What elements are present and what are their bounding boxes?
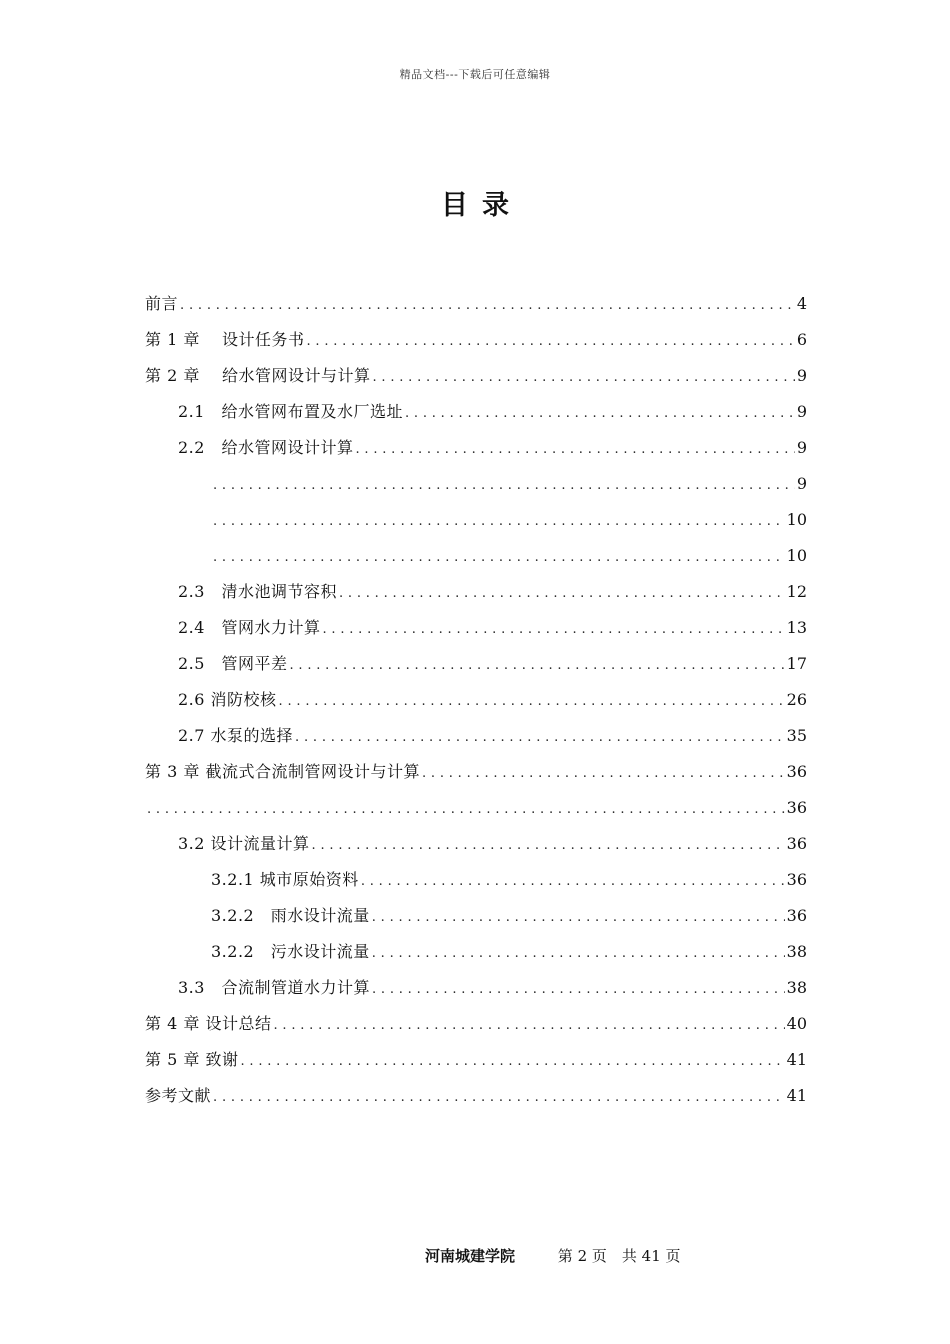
toc-dot-leader	[312, 828, 785, 862]
toc-dot-leader	[322, 612, 784, 646]
toc-entry-label: 第 2 章 给水管网设计与计算	[145, 366, 371, 385]
toc-dot-leader	[306, 324, 794, 358]
toc-entry[interactable]	[145, 538, 807, 574]
table-of-contents	[145, 286, 807, 1114]
toc-entry[interactable]	[145, 682, 807, 718]
toc-dot-leader	[372, 360, 794, 394]
toc-entry-label: 第 4 章 设计总结	[145, 1014, 272, 1033]
page-footer	[425, 1245, 681, 1266]
toc-entry-page: 38	[786, 978, 807, 997]
toc-entry[interactable]	[145, 898, 807, 934]
toc-dot-leader	[213, 540, 785, 574]
toc-entry[interactable]	[145, 574, 807, 610]
toc-dot-leader	[213, 1080, 785, 1114]
toc-entry[interactable]	[145, 322, 807, 358]
toc-entry-page: 36	[786, 798, 807, 817]
page-title: 目录	[441, 190, 523, 221]
toc-entry-page: 9	[796, 366, 807, 385]
toc-dot-leader	[279, 684, 785, 718]
toc-entry-label: 2.3 清水池调节容积	[178, 582, 337, 601]
toc-entry-label: 3.3 合流制管道水力计算	[178, 978, 370, 997]
toc-dot-leader	[405, 396, 795, 430]
toc-entry-page: 36	[786, 870, 807, 889]
toc-entry-label: 2.6 消防校核	[178, 690, 277, 709]
toc-dot-leader	[240, 1044, 784, 1078]
watermark-text: 精品文档---下载后可任意编辑	[399, 68, 551, 81]
toc-dot-leader	[213, 468, 795, 502]
toc-entry[interactable]	[145, 718, 807, 754]
toc-entry-page: 12	[786, 582, 807, 601]
toc-dot-leader	[361, 864, 785, 898]
toc-entry-label: 2.1 给水管网布置及水厂选址	[178, 402, 403, 421]
toc-entry[interactable]	[145, 826, 807, 862]
toc-entry-label: 2.4 管网水力计算	[178, 618, 321, 637]
toc-entry-page: 9	[796, 474, 807, 493]
toc-dot-leader	[372, 972, 785, 1006]
toc-entry[interactable]	[145, 430, 807, 466]
toc-entry[interactable]	[145, 1078, 807, 1114]
toc-entry-page: 10	[786, 546, 807, 565]
toc-entry[interactable]	[145, 934, 807, 970]
toc-dot-leader	[295, 720, 785, 754]
toc-entry-label: 2.5 管网平差	[178, 654, 288, 673]
toc-dot-leader	[339, 576, 785, 610]
toc-entry-label: 2.2 给水管网设计计算	[178, 438, 354, 457]
toc-entry[interactable]	[145, 970, 807, 1006]
toc-entry-label: 第 1 章 设计任务书	[145, 330, 305, 349]
toc-entry-page: 41	[786, 1086, 807, 1105]
toc-entry[interactable]	[145, 502, 807, 538]
toc-entry-page: 41	[786, 1050, 807, 1069]
toc-entry-page: 40	[786, 1014, 807, 1033]
toc-entry-label: 第 3 章 截流式合流制管网设计与计算	[145, 762, 420, 781]
toc-entry-page: 6	[796, 330, 807, 349]
toc-dot-leader	[213, 504, 785, 538]
toc-dot-leader	[273, 1008, 784, 1042]
toc-dot-leader	[422, 756, 785, 790]
toc-dot-leader	[289, 648, 784, 682]
toc-entry[interactable]	[145, 754, 807, 790]
toc-entry-label: 2.7 水泵的选择	[178, 726, 294, 745]
toc-entry-label: 3.2.2 雨水设计流量	[211, 906, 370, 925]
toc-entry-page: 36	[786, 906, 807, 925]
toc-entry-label: 3.2 设计流量计算	[178, 834, 310, 853]
toc-dot-leader	[180, 288, 795, 322]
toc-entry-page: 36	[786, 834, 807, 853]
toc-entry[interactable]	[145, 862, 807, 898]
toc-entry[interactable]	[145, 394, 807, 430]
toc-dot-leader	[147, 792, 785, 826]
toc-entry-page: 26	[786, 690, 807, 709]
toc-dot-leader	[372, 936, 785, 970]
toc-entry-label: 3.2.1 城市原始资料	[211, 870, 359, 889]
toc-entry[interactable]	[145, 358, 807, 394]
toc-entry-page: 10	[786, 510, 807, 529]
toc-dot-leader	[372, 900, 785, 934]
footer-school-name: 河南城建学院	[425, 1247, 516, 1265]
toc-entry-page: 36	[786, 762, 807, 781]
toc-entry-label: 前言	[145, 294, 179, 313]
toc-entry-page: 17	[786, 654, 807, 673]
toc-entry[interactable]	[145, 1042, 807, 1078]
toc-entry-page: 9	[796, 402, 807, 421]
toc-entry[interactable]	[145, 1006, 807, 1042]
toc-entry-page: 38	[786, 942, 807, 961]
toc-entry[interactable]	[145, 646, 807, 682]
toc-entry-label: 参考文献	[145, 1086, 212, 1105]
toc-dot-leader	[355, 432, 794, 466]
toc-entry-label: 3.2.2 污水设计流量	[211, 942, 370, 961]
toc-entry-label: 第 5 章 致谢	[145, 1050, 239, 1069]
toc-entry[interactable]	[145, 466, 807, 502]
footer-page-info: 第 2 页 共 41 页	[557, 1247, 681, 1265]
toc-entry-page: 35	[786, 726, 807, 745]
toc-entry[interactable]	[145, 790, 807, 826]
toc-entry-page: 13	[786, 618, 807, 637]
toc-entry-page: 4	[796, 294, 807, 313]
toc-entry-page: 9	[796, 438, 807, 457]
toc-entry[interactable]	[145, 610, 807, 646]
toc-entry[interactable]	[145, 286, 807, 322]
